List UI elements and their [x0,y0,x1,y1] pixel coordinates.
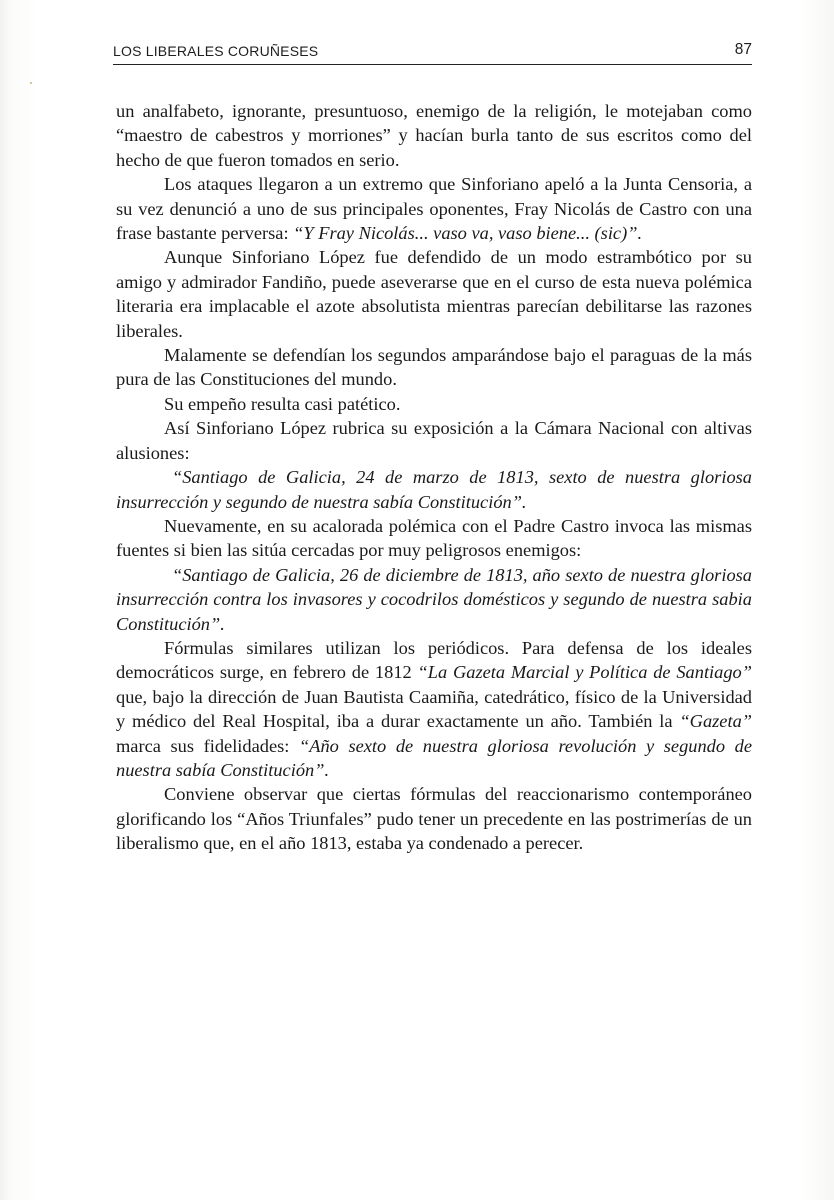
italic-text: “Santiago de Galicia, 24 de marzo de 1813, sexto de nuestra gloriosa insurrección y segundo de nuestra sabía Constitución”. [116,467,752,512]
paragraph [116,172,752,245]
paragraph [116,245,752,343]
text-run: Conviene observar que ciertas fórmulas del reaccionarismo contemporáneo glorificando los “Años Triunfales” pudo tener un precedente en las postrimerías de un liberalismo que, en el año 1813, estaba ya condenado a perecer. [116,784,752,854]
page-number: 87 [734,41,752,58]
italic-text: “Santiago de Galicia, 26 de diciembre de 1813, año sexto de nuestra gloriosa insurrección contra los invasores y cocodrilos domésticos y segundo de nuestra sabia Constitución”. [116,564,752,634]
running-title: LOS LIBERALES CORUÑESES [113,43,319,59]
paragraph [116,416,752,465]
margin-speck [30,82,32,84]
page-header [113,42,752,65]
text-run: Malamente se defendían los segundos amparándose bajo el paraguas de la más pura de las Constituciones del mundo. [116,345,752,390]
text-run: que, bajo la dirección de Juan Bautista Caamiña, catedrático, físico de la Universidad y médico del Real Hospital, iba a durar exactamente un año. También la [116,686,752,732]
paragraph [116,636,752,782]
text-run: Así Sinforiano López rubrica su exposición a la Cámara Nacional con altivas alusiones: [116,418,752,463]
text-run: Su empeño resulta casi patético. [164,393,401,414]
body-text [116,99,752,856]
paragraph [116,392,752,416]
text-run: un analfabeto, ignorante, presuntuoso, enemigo de la religión, le motejaban como “maestro de cabestros y morriones” y hacían burla tanto de sus escritos como del hecho de que fueron tomados en serio. [116,101,752,170]
block-quote-paragraph [116,465,752,514]
italic-text: “Y Fray Nicolás... vaso va, vaso biene... (sic)”. [293,223,643,244]
paragraph [116,514,752,563]
italic-text: “Año sexto de nuestra gloriosa revolución y segundo de nuestra sabía Constitución”. [116,735,752,780]
paragraph [116,782,752,855]
text-run: Los ataques llegaron a un extremo que Sinforiano apeló a la Junta Censoria, a su vez denunció a uno de sus principales oponentes, Fray Nicolás de Castro con una frase bastante perversa: [116,174,752,244]
paragraph [116,99,752,172]
italic-text: “La Gazeta Marcial y Política de Santiago” [417,662,752,683]
italic-text: “Gazeta” [679,711,752,732]
text-run: Fórmulas similares utilizan los periódicos. Para defensa de los ideales democráticos surge, en febrero de 1812 [116,637,752,683]
text-run: Aunque Sinforiano López fue defendido de un modo estrambótico por su amigo y admirador Fandiño, puede aseverarse que en el curso de esta nueva polémica literaria era implacable el azote absolutista mientras parecían debilitarse las razones liberales. [116,247,752,341]
block-quote-paragraph [116,563,752,636]
paragraph [116,343,752,392]
text-run: Nuevamente, en su acalorada polémica con el Padre Castro invoca las mismas fuentes si bien las sitúa cercadas por muy peligrosos enemigos: [116,515,752,561]
text-run: marca sus fidelidades: [116,735,299,756]
